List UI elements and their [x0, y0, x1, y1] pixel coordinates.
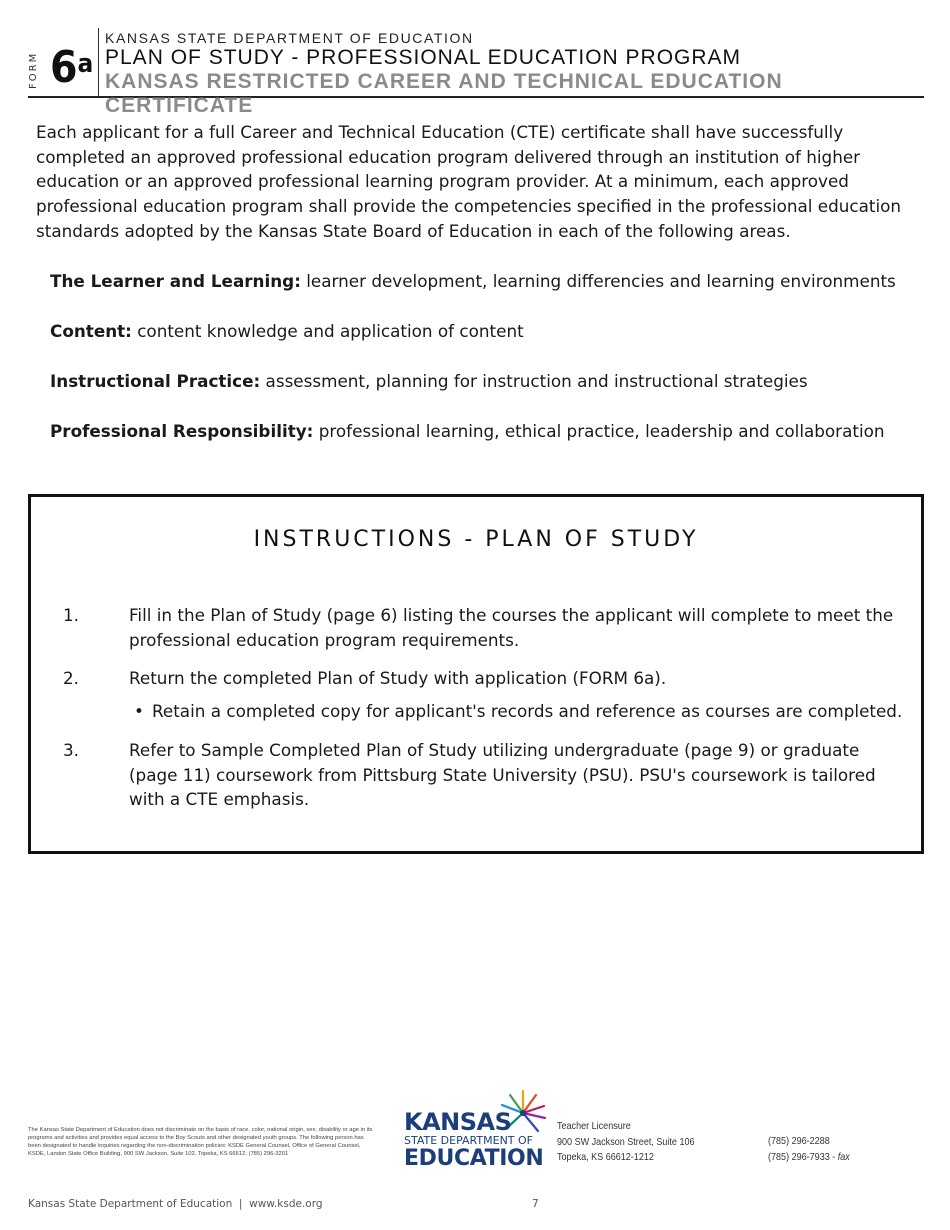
page-footer-text: Kansas State Department of Education | www.ksde.org — [28, 1198, 323, 1210]
instruction-number: 3. — [63, 739, 80, 760]
area-label: The Learner and Learning: — [50, 271, 301, 291]
logo-kansas-text: KANSAS — [404, 1108, 512, 1136]
fax-line — [768, 1150, 850, 1166]
instruction-text: Return the completed Plan of Study with application (FORM 6a). — [129, 668, 667, 689]
instruction-number: 1. — [63, 605, 80, 625]
contact-city: Topeka, KS 66612-1212 — [557, 1151, 654, 1163]
instruction-text: Fill in the Plan of Study (page 6) listing the courses the applicant will complete to meet the professional education program requirements. — [129, 605, 894, 650]
contact-street: 900 SW Jackson Street, Suite 106 — [557, 1135, 695, 1148]
area-text: learner development, learning differencies and learning environments — [300, 271, 896, 291]
contact-address — [557, 1119, 695, 1166]
instructions-list — [61, 603, 906, 826]
instruction-item — [61, 666, 906, 723]
page-subtitle: KANSAS RESTRICTED CAREER AND TECHNICAL EDUCATION CERTIFICATE — [105, 70, 783, 117]
form-number-suffix: a — [77, 49, 94, 79]
header-divider — [98, 28, 99, 96]
phone-number: (785) 296-2288 — [768, 1135, 830, 1147]
area-label: Professional Responsibility: — [50, 421, 314, 441]
instruction-item — [61, 603, 906, 652]
contact-department: Teacher Licensure — [557, 1120, 631, 1132]
form-header — [28, 28, 924, 117]
instruction-number: 2. — [63, 668, 80, 689]
contact-phones — [768, 1134, 850, 1165]
bullet-icon: • — [134, 701, 144, 722]
instructions-box — [28, 494, 924, 854]
ksde-logo — [403, 1088, 548, 1172]
intro-paragraph: Each applicant for a full Career and Technical Education (CTE) certificate shall have successfully completed an approved professional education program delivered through an institution of higher education or an approved professional learning program provider. At a minimum, each approved professional education program shall provide the competencies specified in the professional education standards adopted by the Kansas State Board of Education in each of the following areas. — [36, 122, 902, 241]
page-title: PLAN OF STUDY - PROFESSIONAL EDUCATION PROGRAM — [105, 46, 742, 69]
instruction-subtext: Retain a completed copy for applicant's records and reference as courses are completed. — [152, 701, 903, 722]
instructions-title: INSTRUCTIONS - PLAN OF STUDY — [253, 527, 699, 552]
page-number: 7 — [532, 1198, 539, 1210]
area-label: Instructional Practice: — [50, 371, 261, 391]
area-text: assessment, planning for instruction and instructional strategies — [260, 371, 808, 391]
area-content — [50, 318, 920, 368]
fax-number: (785) 296-7933 - — [768, 1150, 838, 1163]
nondiscrimination-statement: The Kansas State Department of Education does not discriminate on the basis of race, color, national origin, sex, disability or age in its programs and activities and provides equal access to the Boy Scouts and other designated youth groups. The following person has been designated to handle inquiries regarding the non-discrimination policies: KSDE General Counsel, Office of General Counsel, KSDE, Landon State Office Building, 900 SW Jackson, Suite 102, Topeka, KS 66612, (785) 296-3201 — [28, 1127, 373, 1157]
area-text: content knowledge and application of content — [131, 321, 524, 341]
standards-areas — [50, 268, 920, 468]
form-number-digit: 6 — [50, 42, 78, 93]
form-number — [50, 42, 93, 94]
area-learner — [50, 268, 920, 318]
instruction-subitem — [132, 699, 906, 724]
instruction-text: Refer to Sample Completed Plan of Study utilizing undergraduate (page 9) or graduate (page 11) coursework from Pittsburg State University (PSU). PSU's coursework is tailored with a CTE emphasis. — [129, 739, 876, 810]
instruction-item — [61, 738, 906, 812]
area-instructional-practice — [50, 368, 920, 418]
agency-name: KANSAS STATE DEPARTMENT OF EDUCATION — [105, 30, 474, 46]
area-text: professional learning, ethical practice, leadership and collaboration — [313, 421, 885, 441]
form-word: FORM — [28, 51, 39, 89]
area-professional-responsibility — [50, 418, 920, 468]
logo-education-text: EDUCATION — [404, 1146, 544, 1171]
logo-department-text: STATE DEPARTMENT OF — [404, 1134, 533, 1147]
area-label: Content: — [50, 321, 132, 341]
fax-label: fax — [837, 1150, 850, 1163]
